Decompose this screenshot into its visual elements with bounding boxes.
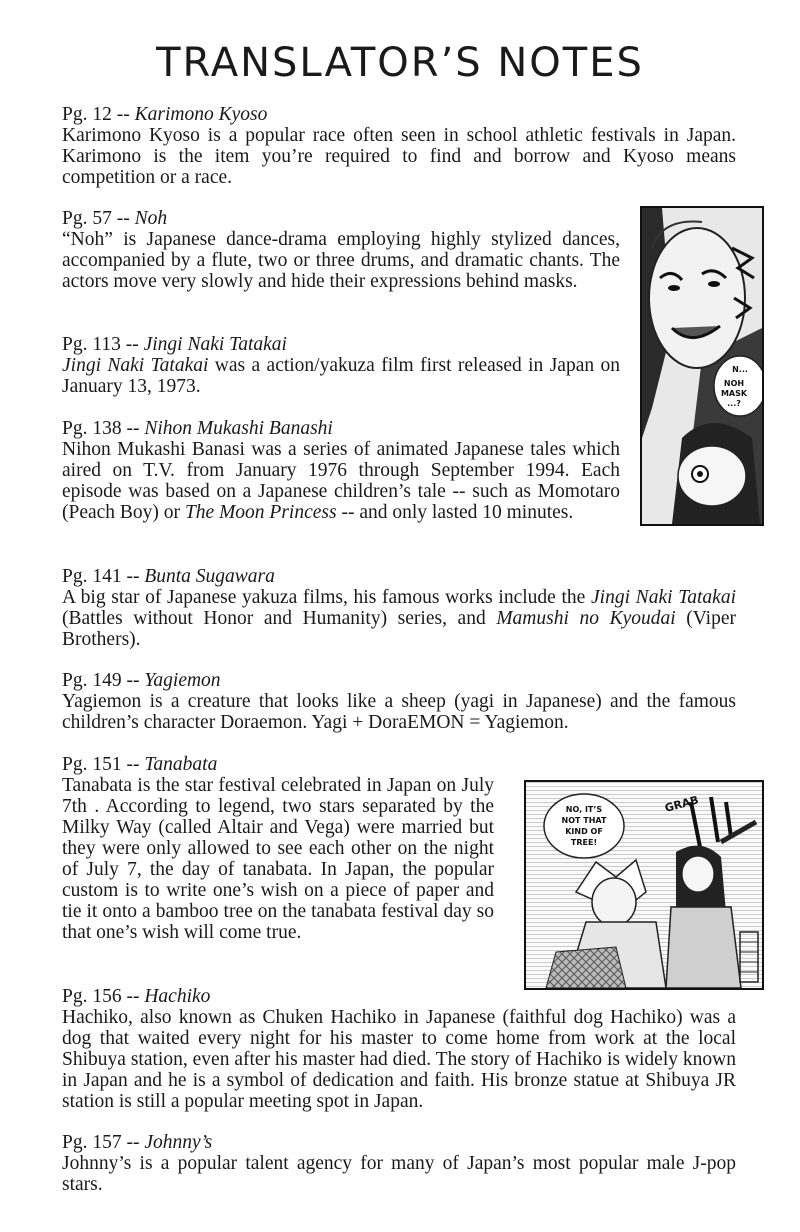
note-body	[62, 587, 736, 650]
note-page-ref: Pg. 113 --	[62, 334, 139, 355]
note-term: Bunta Sugawara	[144, 566, 275, 587]
note-body-italic: The Moon Princess	[184, 502, 337, 523]
note-heading	[62, 566, 736, 587]
note-heading	[62, 104, 736, 125]
note-jingi-naki-tatakai	[62, 334, 620, 397]
note-page-ref: Pg. 156 --	[62, 986, 140, 1007]
note-heading	[62, 208, 620, 229]
page-title: TRANSLATOR’S NOTES	[156, 40, 644, 86]
note-body: Karimono Kyoso is a popular race often seen in school athletic festivals in Japan. Karimono is the item you’re required to find and borrow and Kyoso means competition or a race.	[62, 125, 736, 188]
note-body-text-mid: (Battles without Honor and Humanity) series, and	[62, 608, 497, 629]
note-body-italic: Jingi Naki Tatakai	[62, 355, 209, 376]
note-term: Jingi Naki Tatakai	[143, 334, 287, 355]
tanabata-panel-illustration	[526, 782, 762, 988]
note-body	[62, 439, 620, 523]
note-page-ref: Pg. 151 --	[62, 754, 140, 775]
note-term: Yagiemon	[144, 670, 221, 691]
note-body-text-end: (Viper Brothers).	[62, 608, 736, 650]
tanabata-bubble-line-3: KIND OF	[565, 827, 603, 836]
note-page-ref: Pg. 157 --	[62, 1132, 140, 1153]
note-yagiemon	[62, 670, 736, 733]
note-page-ref: Pg. 141 --	[62, 566, 140, 587]
manga-panel-noh	[640, 206, 764, 526]
note-body: “Noh” is Japanese dance-drama employing highly stylized dances, accompanied by a flute, two or three drums, and dramatic chants. The actors move very slowly and hide their expressions behind masks.	[62, 229, 620, 292]
note-body-text: was a action/yakuza film first released in Japan on January 13, 1973.	[62, 355, 620, 397]
manga-panel-tanabata	[524, 780, 764, 990]
note-page-ref: Pg. 138 --	[62, 418, 140, 439]
note-body-text: Nihon Mukashi Banasi was a series of animated Japanese tales which aired on T.V. from January 1976 through September 1994. Each episode was based on a Japanese children’s tale -- such as Momotaro (Peach Boy) or	[62, 439, 620, 523]
noh-bubble-line-3: MASK	[720, 389, 748, 398]
note-heading	[62, 418, 620, 439]
note-term: Noh	[134, 208, 168, 229]
note-body-italic-2: Mamushi no Kyoudai	[496, 608, 676, 629]
note-johnnys	[62, 1132, 736, 1195]
note-page-ref: Pg. 149 --	[62, 670, 140, 691]
note-heading	[62, 754, 494, 775]
note-karimono-kyoso	[62, 104, 736, 188]
note-term: Tanabata	[144, 754, 218, 775]
note-page-ref: Pg. 57 --	[62, 208, 130, 229]
note-tanabata	[62, 754, 494, 943]
note-term: Johnny’s	[144, 1132, 213, 1153]
note-page-ref: Pg. 12 --	[62, 104, 130, 125]
note-body-text: A big star of Japanese yakuza films, his famous works include the	[62, 587, 592, 608]
note-noh	[62, 208, 620, 292]
noh-bubble-line-4: ...?	[727, 399, 741, 408]
tanabata-bubble-line-1: NO, IT’S	[565, 805, 603, 814]
tanabata-bubble-line-4: TREE!	[570, 838, 598, 847]
noh-bubble-line-1: N...	[732, 365, 748, 374]
noh-bubble-line-2: NOH	[723, 379, 745, 388]
note-body: Johnny’s is a popular talent agency for many of Japan’s most popular male J-pop stars.	[62, 1153, 736, 1195]
note-body-text-end: -- and only lasted 10 minutes.	[336, 502, 574, 523]
note-bunta-sugawara	[62, 566, 736, 650]
note-body: Yagiemon is a creature that looks like a sheep (yagi in Japanese) and the famous children’s character Doraemon. Yagi + DoraEMON = Yagiemon.	[62, 691, 736, 733]
note-heading	[62, 334, 620, 355]
tanabata-bubble-line-2: NOT THAT	[561, 816, 607, 825]
note-term: Hachiko	[144, 986, 211, 1007]
note-hachiko	[62, 986, 736, 1112]
note-nihon-mukashi-banashi	[62, 418, 620, 523]
note-term: Karimono Kyoso	[134, 104, 268, 125]
noh-panel-illustration	[642, 208, 762, 524]
note-body	[62, 355, 620, 397]
note-body: Tanabata is the star festival celebrated in Japan on July 7th . According to legend, two stars separated by the Milky Way (called Altair and Vega) were married but they were only allowed to see each other on the night of July 7, the day of tanabata. In Japan, the popular custom is to write one’s wish on a piece of paper and tie it onto a bamboo tree on the tanabata festival day so that one’s wish will come true.	[62, 775, 494, 943]
note-body: Hachiko, also known as Chuken Hachiko in Japanese (faithful dog Hachiko) was a dog that waited every night for his master to come home from work at the local Shibuya station, even after his master had died. The story of Hachiko is widely known in Japan and he is a symbol of dedication and faith. His bronze statue at Shibuya JR station is still a popular meeting spot in Japan.	[62, 1007, 736, 1112]
note-heading	[62, 670, 736, 691]
note-term: Nihon Mukashi Banashi	[144, 418, 333, 439]
note-heading	[62, 1132, 736, 1153]
note-body-italic: Jingi Naki Tatakai	[591, 587, 736, 608]
tanabata-sfx: GRAB	[663, 793, 701, 815]
